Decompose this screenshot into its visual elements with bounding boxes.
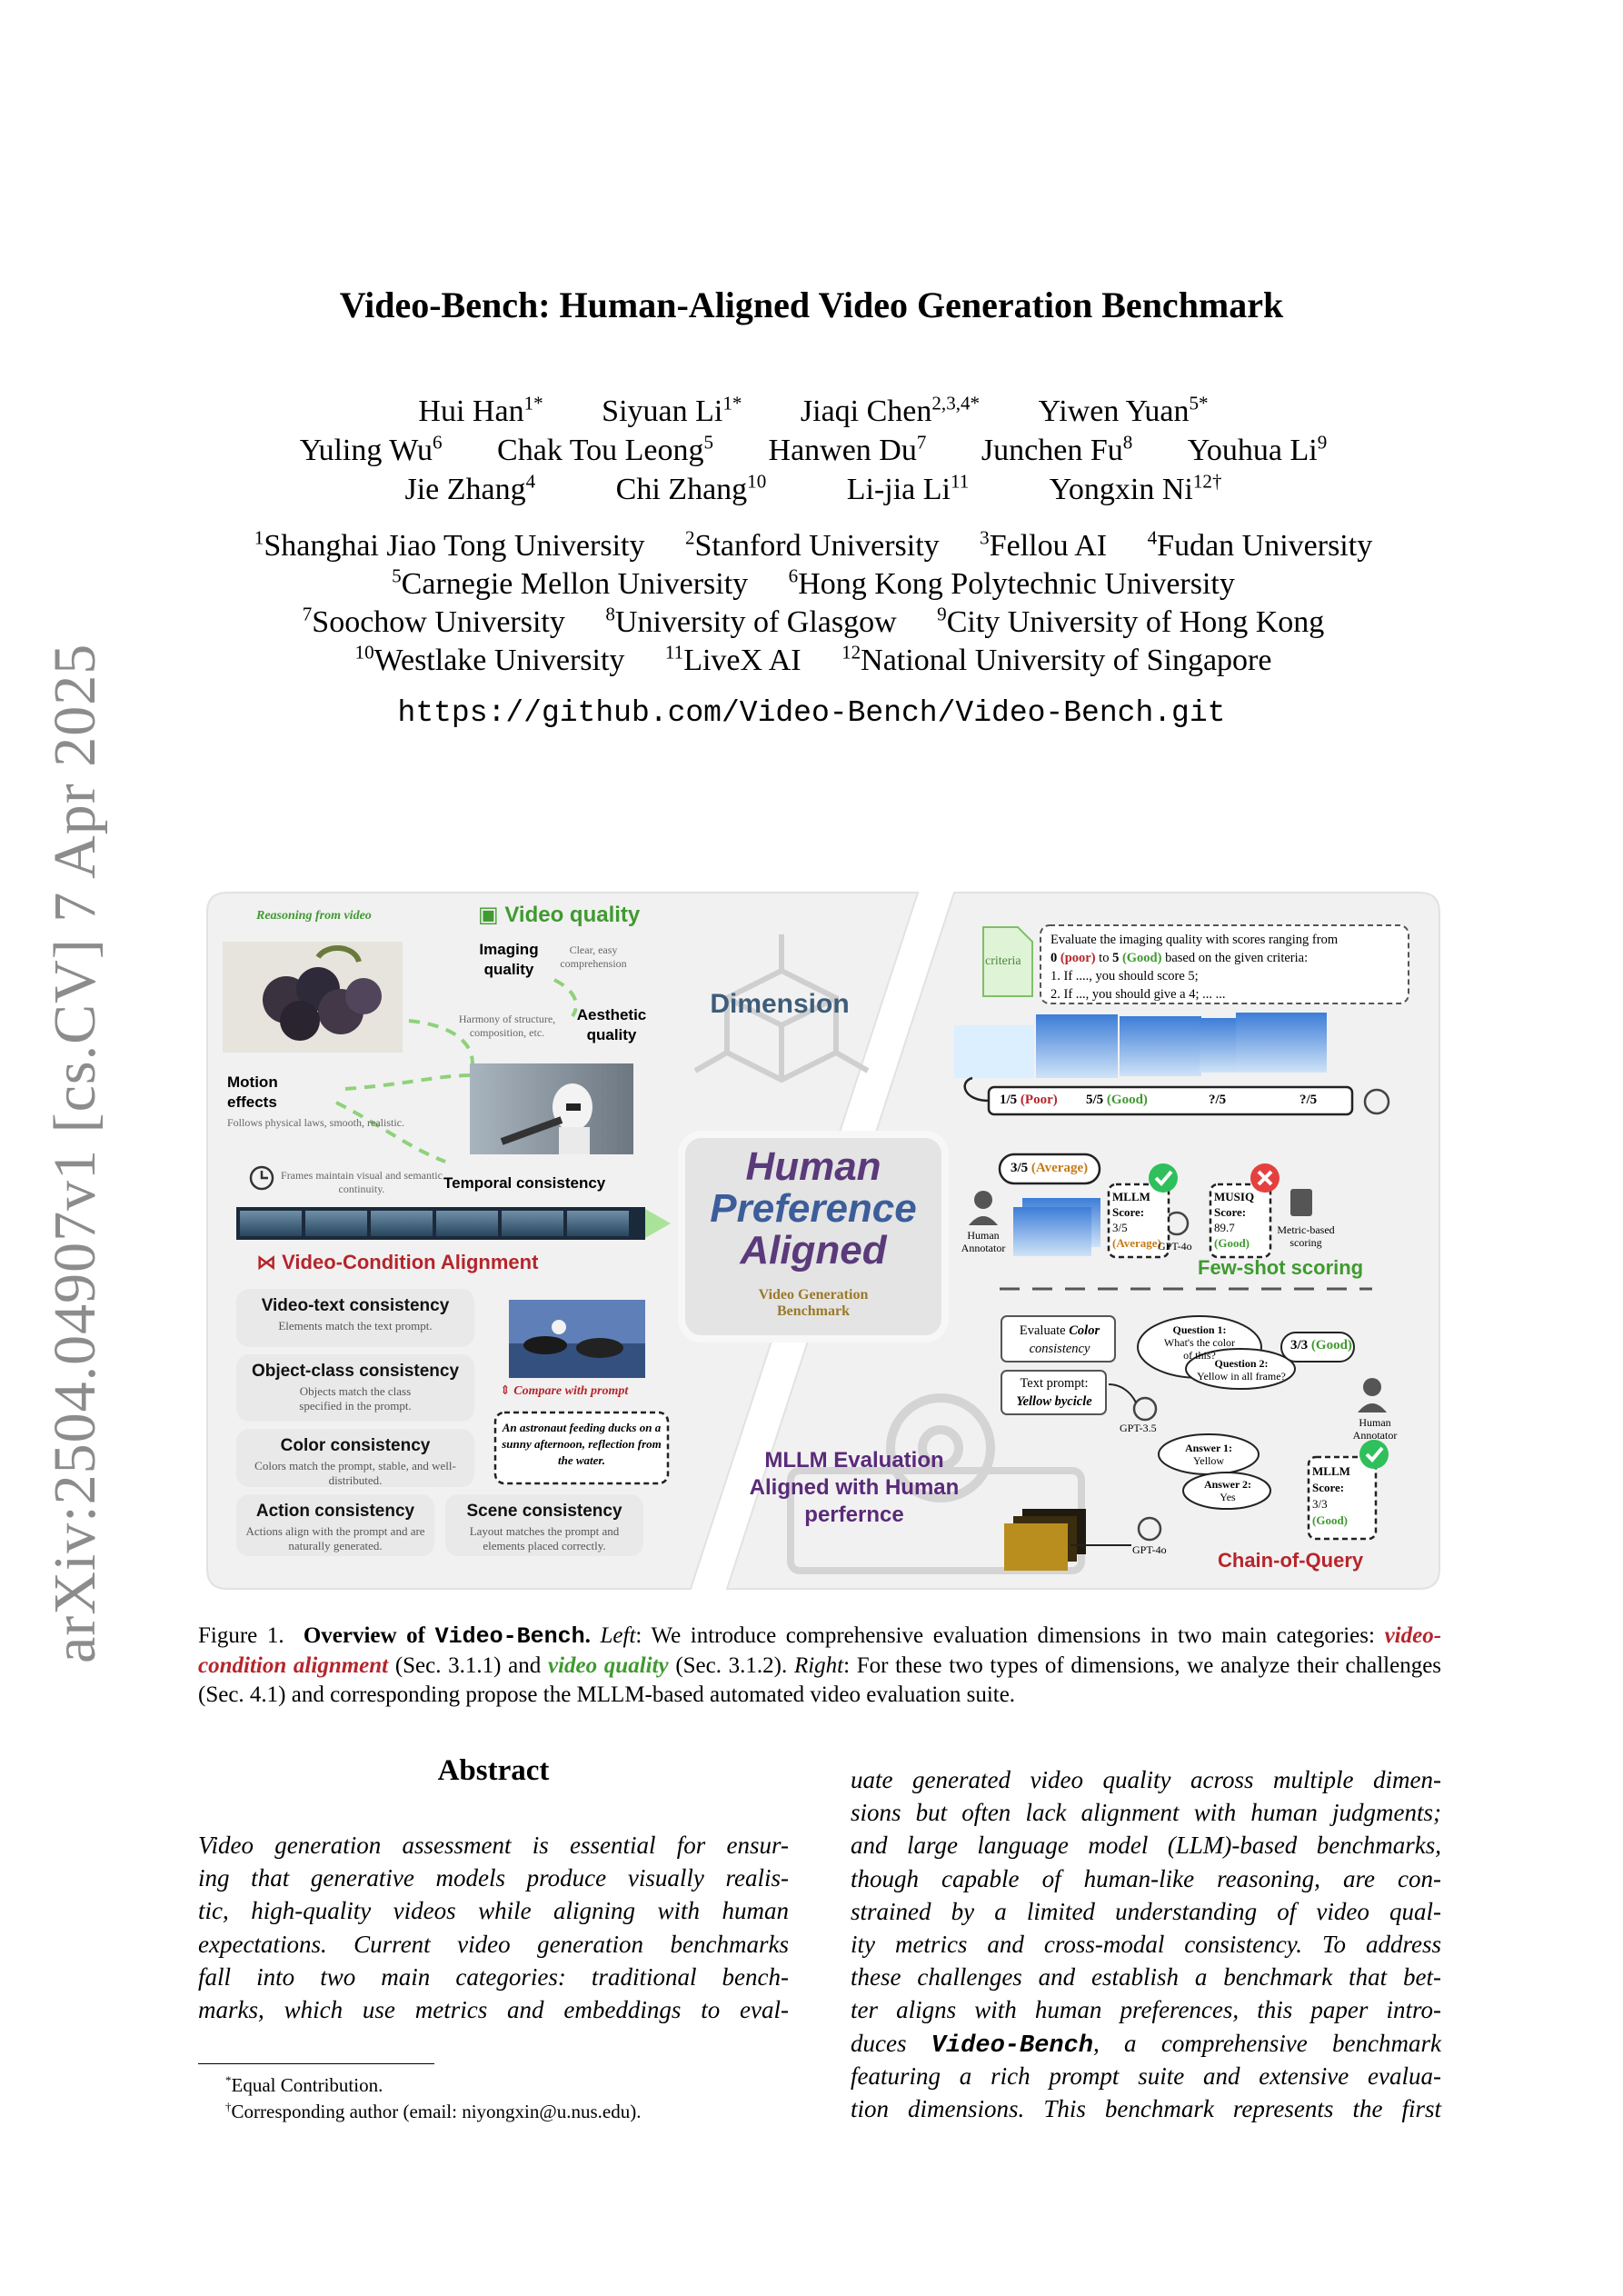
text-line: expectations. Current video generation benchmarks [198,1930,789,1958]
abstract-left-column [198,1829,789,2026]
footnote-rule [198,2063,434,2064]
vca-caption-term: video-condition alignment [198,1623,1442,1678]
author-row-2 [136,431,1490,470]
metric-based-label: Metric-based scoring [1277,1223,1335,1249]
gpt35-label: GPT-3.5 [1120,1422,1157,1434]
text-prompt-text: Text prompt: Yellow bycicle [1016,1376,1092,1409]
score-item: 5/5 (Good) [1086,1093,1148,1107]
evaluate-color-text: Evaluate Color consistency [1019,1323,1100,1356]
text-line: marks, which use metrics and embeddings to eval- [198,1995,789,2023]
overview-figure [200,889,1443,1598]
motion-effects-label: Motion effects [227,1073,278,1111]
affiliation: $^7$Soochow University [302,603,565,639]
affiliation-row-4 [136,642,1490,680]
text-line: though capable of human-like reasoning, are con- [851,1864,1441,1892]
text-line: ity metrics and cross-modal consistency. To address [851,1930,1441,1958]
footnotes [225,2072,807,2125]
stormtrooper-photo [470,1063,633,1154]
mllm-score-text: MLLM Score: 3/5 (Average) [1112,1190,1161,1250]
frames-desc: Frames maintain visual and semantic continuity. [281,1169,443,1195]
text-line: ing that generative models produce visually realis- [198,1864,789,1892]
affiliation-row-2 [136,565,1490,604]
author: Yuling Wu$^6$ [299,431,443,467]
temporal-consistency-label: Temporal consistency [443,1174,606,1192]
cloud-frame [954,1025,1034,1078]
gpt4o-label-2: GPT-4o [1132,1543,1167,1556]
footnote: †Corresponding author (email: niyongxin@u.nus.edu). [225,2100,642,2122]
repo-url[interactable]: https://github.com/Video-Bench/Video-Bench.git [397,696,1226,730]
video-quality-heading: ▣ Video quality [478,903,641,927]
bowtie-icon: ⋈ [256,1251,283,1273]
affiliation-row-3 [136,604,1490,642]
ducks-photo [509,1300,645,1378]
chain-of-query-label: Chain-of-Query [1218,1549,1364,1572]
film-strip [236,1207,671,1240]
answer-2: Answer 2: Yes [1203,1478,1252,1503]
paper-title: Video-Bench: Human-Aligned Video Generation Benchmark [339,285,1284,325]
few-shot-label: Few-shot scoring [1198,1256,1364,1279]
author: Yongxin $Ni^{12\dagger}$ [1049,470,1222,506]
author-row-1 [136,392,1490,431]
pill-video-text: Video-text consistency Elements match the text prompt. [236,1289,474,1347]
text-line: and large language model (LLM)-based benchmarks, [851,1832,1441,1860]
hpa-label: Human Preference Aligned [710,1144,917,1273]
text-line: strained by a limited understanding of video qual- [851,1897,1441,1925]
affiliation: $^9$City University of Hong Kong [937,603,1325,639]
affiliation: $^4$Fudan University [1147,526,1373,563]
film-icon: ▣ [478,903,505,927]
vca-heading: ⋈ Video-Condition Alignment [256,1251,539,1273]
arxiv-side-stamp: arXiv:2504.04907v1 [cs.CV] 7 Apr 2025 [42,643,108,1663]
author: Jiaqi Chen$^{2,3,4*}$ [800,392,981,428]
compare-with-prompt: ⇕ Compare with prompt [500,1384,629,1398]
pill-color: Color consistency Colors match the prompt, stable, and well-distributed. [236,1429,474,1487]
swap-icon: ⇕ [500,1384,514,1398]
affiliation: $^8$University of Glasgow [605,603,897,639]
affiliation-row-1 [136,527,1490,565]
author: Chi Zhang$^{10}$ [615,470,767,506]
footnote: *Equal Contribution. [225,2073,383,2096]
answer-1: Answer 1: Yellow [1184,1442,1233,1467]
human-annotator-label: Human Annotator [961,1229,1006,1254]
author: Junchen Fu$^8$ [981,431,1133,467]
text-line: featuring a rich prompt suite and extensive evalua- [851,2061,1441,2090]
human-score: 3/5 (Average) [1011,1161,1089,1175]
imaging-quality-label: Imaging quality [479,941,539,978]
author: Hui Han$^{1*}$ [418,392,543,428]
grapes-photo [223,942,403,1053]
pill-object-class: Object-class consistency Objects match the class specified in the prompt. [236,1354,474,1422]
affiliation: $^5$Carnegie Mellon University [392,564,749,601]
aesthetic-quality-label: Aesthetic quality [576,1006,647,1043]
text-line: Video generation assessment is essential for ensur- [198,1832,789,1859]
affiliation: $^2$Stanford University [684,526,940,563]
author: Youhua Li$^9$ [1187,431,1328,467]
pill-action: Action consistency Actions align with the prompt and are naturally generated. [236,1494,434,1556]
vgb-label: Video Generation Benchmark [758,1287,869,1319]
question-1: Question 1: What's the color of this? [1163,1323,1236,1362]
affiliation: $^{12}$National University of Singapore [841,641,1272,677]
calculator-icon [1290,1189,1312,1216]
author-row-3 [136,470,1490,509]
musiq-score-text: MUSIQ Score: 89.7 (Good) [1214,1190,1255,1250]
vq-caption-term: video quality [547,1653,669,1678]
affiliation: $^{10}$Westlake University [354,641,625,677]
figure-caption: Figure 1. Overview of Video-Bench. Left: We introduce comprehensive evaluation dimensions in two main categories: video-condition alignment (Sec. 3.1.1) and video quality (Sec. 3.1.2). Right: For these two types of dimensions, we analyze their challenges (Sec. 4.1) and corresponding propose the MLLM-based automated video evaluation suite. [198,1623,1442,1707]
chain-score: 3/3 (Good) [1290,1338,1352,1353]
text-line: ter aligns with human preferences, this paper intro- [851,1996,1441,2024]
cloud-frame [1036,1014,1118,1078]
mllm-eval-label: MLLM Evaluation Aligned with Human perfernce [749,1448,960,1527]
text-line: these challenges and establish a benchmark that bet- [851,1963,1441,1992]
text-line: uate generated video quality across multiple dimen- [851,1766,1441,1793]
text-line: fall into two main categories: traditional bench- [198,1962,789,1991]
cloud-frame [1120,1016,1201,1076]
score-item: ?/5 [1209,1093,1227,1107]
criteria-label: criteria [985,954,1021,968]
text-line: tion dimensions. This benchmark represents the first [851,2094,1441,2122]
mllm-score-text-2: MLLM Score: 3/3 (Good) [1312,1464,1350,1527]
dimension-label: Dimension [710,989,850,1019]
score-item: ?/5 [1299,1093,1318,1107]
affiliation: $^3$Fellou AI [980,526,1108,563]
prompt-example-text: An astronaut feeding ducks on a sunny afternoon, reflection from the water. [502,1421,662,1467]
author: Li-jia Li$^{11}$ [846,470,970,506]
author: Siyuan $Li^{1*}$ [602,392,742,428]
author: Jie Zhang$^4$ [404,470,536,506]
imaging-quality-desc: Clear, easy comprehension [560,943,627,970]
eval-prompt-text: Evaluate the imaging quality with scores ranging from 0 (poor) to 5 (Good) based on the given criteria: 1. If ...., you should score 5; 2. If ..., you should give a 4; ... ... [1050,933,1339,1002]
abstract-right-column [851,1763,1441,2125]
pill-scene: Scene consistency Layout matches the prompt and elements placed correctly. [445,1494,643,1556]
abstract-heading: Abstract [437,1754,550,1787]
harmony-desc: Harmony of structure, composition, etc. [458,1013,556,1039]
cloud-frame [1236,1013,1327,1073]
score-item: 1/5 (Poor) [1000,1093,1058,1107]
question-2: Question 2: Yellow in all frame? [1197,1357,1286,1383]
text-line: duces Video-Bench, a comprehensive benchmark [851,2029,1442,2060]
affiliation: $^1$Shanghai Jiao Tong University [254,526,645,563]
author: Chak Tou Leong$^5$ [497,431,714,467]
author: Hanwen Du$^7$ [768,431,927,467]
affiliation: $^{11}$LiveX AI [664,641,802,677]
motion-desc: Follows physical laws, smooth, realistic. [227,1116,404,1129]
text-line: sions but often lack alignment with human judgments; [851,1799,1441,1827]
author: Yiwen Yuan$^{5*}$ [1038,392,1209,428]
human-annotator-label-2: Human Annotator [1352,1416,1398,1442]
affiliation: $^6$Hong Kong Polytechnic University [788,564,1235,601]
gpt4o-label: GPT-4o [1158,1240,1192,1253]
reasoning-label: Reasoning from video [256,909,372,923]
text-line: tic, high-quality videos while aligning with human [198,1897,789,1925]
